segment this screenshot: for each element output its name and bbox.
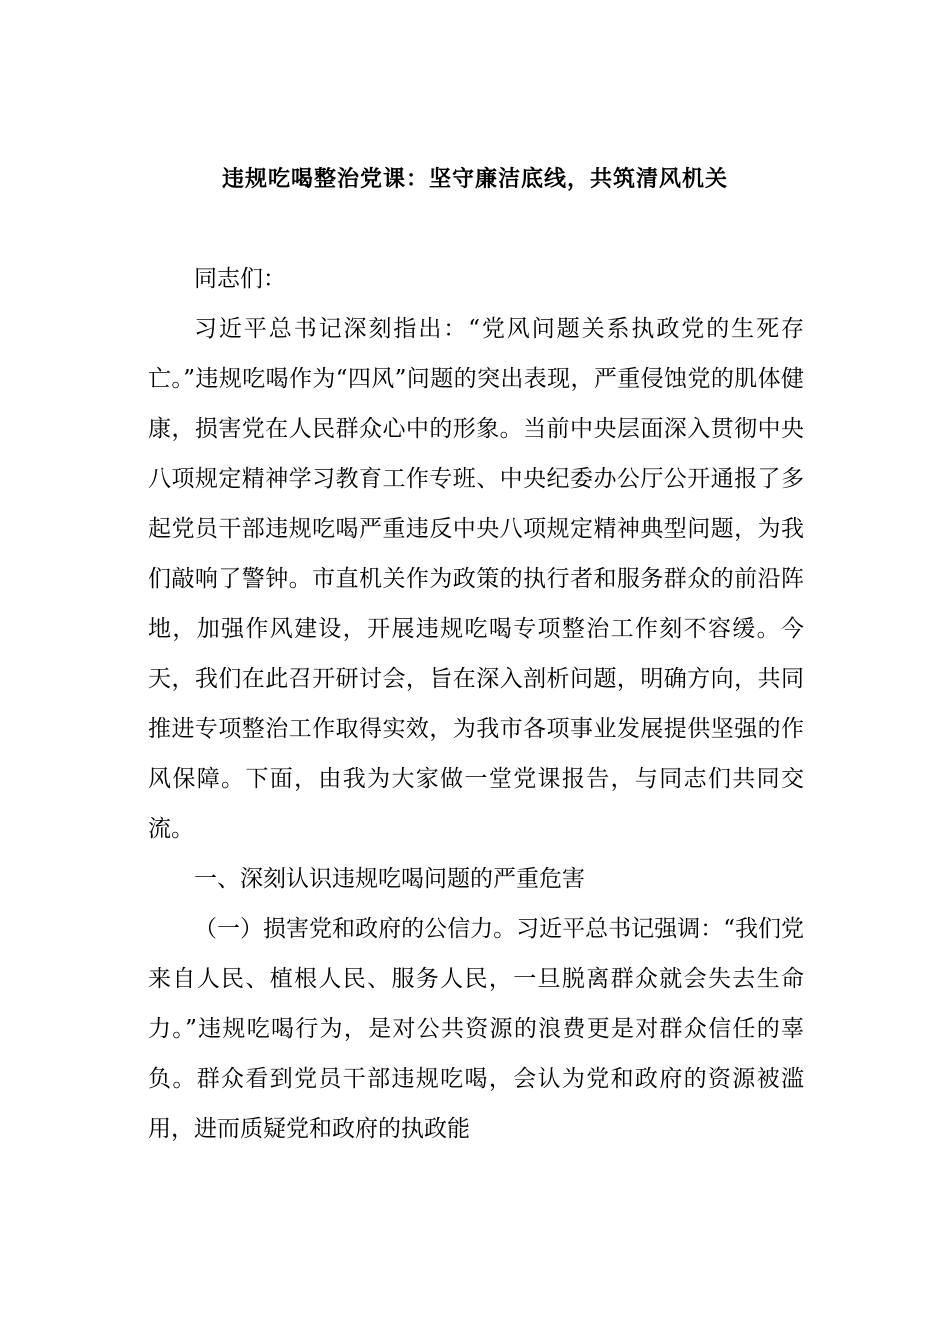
greeting-paragraph: 同志们： xyxy=(194,266,286,292)
paragraph-section-1-1: （一）损害党和政府的公信力。习近平总书记强调：“我们党来自人民、植根人民、服务人民，一旦脱离群众就会失去生命力。”违规吃喝行为，是对公共资源的浪费更是对群众信任的辜负。群众看到党员干部违规吃喝，会认为党和政府的资源被滥用，进而质疑党和政府的执政能 xyxy=(148,916,804,1142)
document-body xyxy=(148,254,804,1154)
paragraph-intro: 习近平总书记深刻指出：“党风问题关系执政党的生死存亡。”违规吃喝作为“四风”问题的突出表现，严重侵蚀党的肌体健康，损害党在人民群众心中的形象。当前中央层面深入贯彻中央八项规定精神学习教育工作专班、中央纪委办公厅公开通报了多起党员干部违规吃喝严重违反中央八项规定精神典型问题，为我们敲响了警钟。市直机关作为政策的执行者和服务群众的前沿阵地，加强作风建设，开展违规吃喝专项整治工作刻不容缓。今天，我们在此召开研讨会，旨在深入剖析问题，明确方向，共同推进专项整治工作取得实效，为我市各项事业发展提供坚强的作风保障。下面，由我为大家做一堂党课报告，与同志们共同交流。 xyxy=(148,316,804,842)
document-title: 违规吃喝整治党课：坚守廉洁底线，共筑清风机关 xyxy=(221,167,728,192)
section-heading-1: 一、深刻认识违规吃喝问题的严重危害 xyxy=(194,866,585,892)
